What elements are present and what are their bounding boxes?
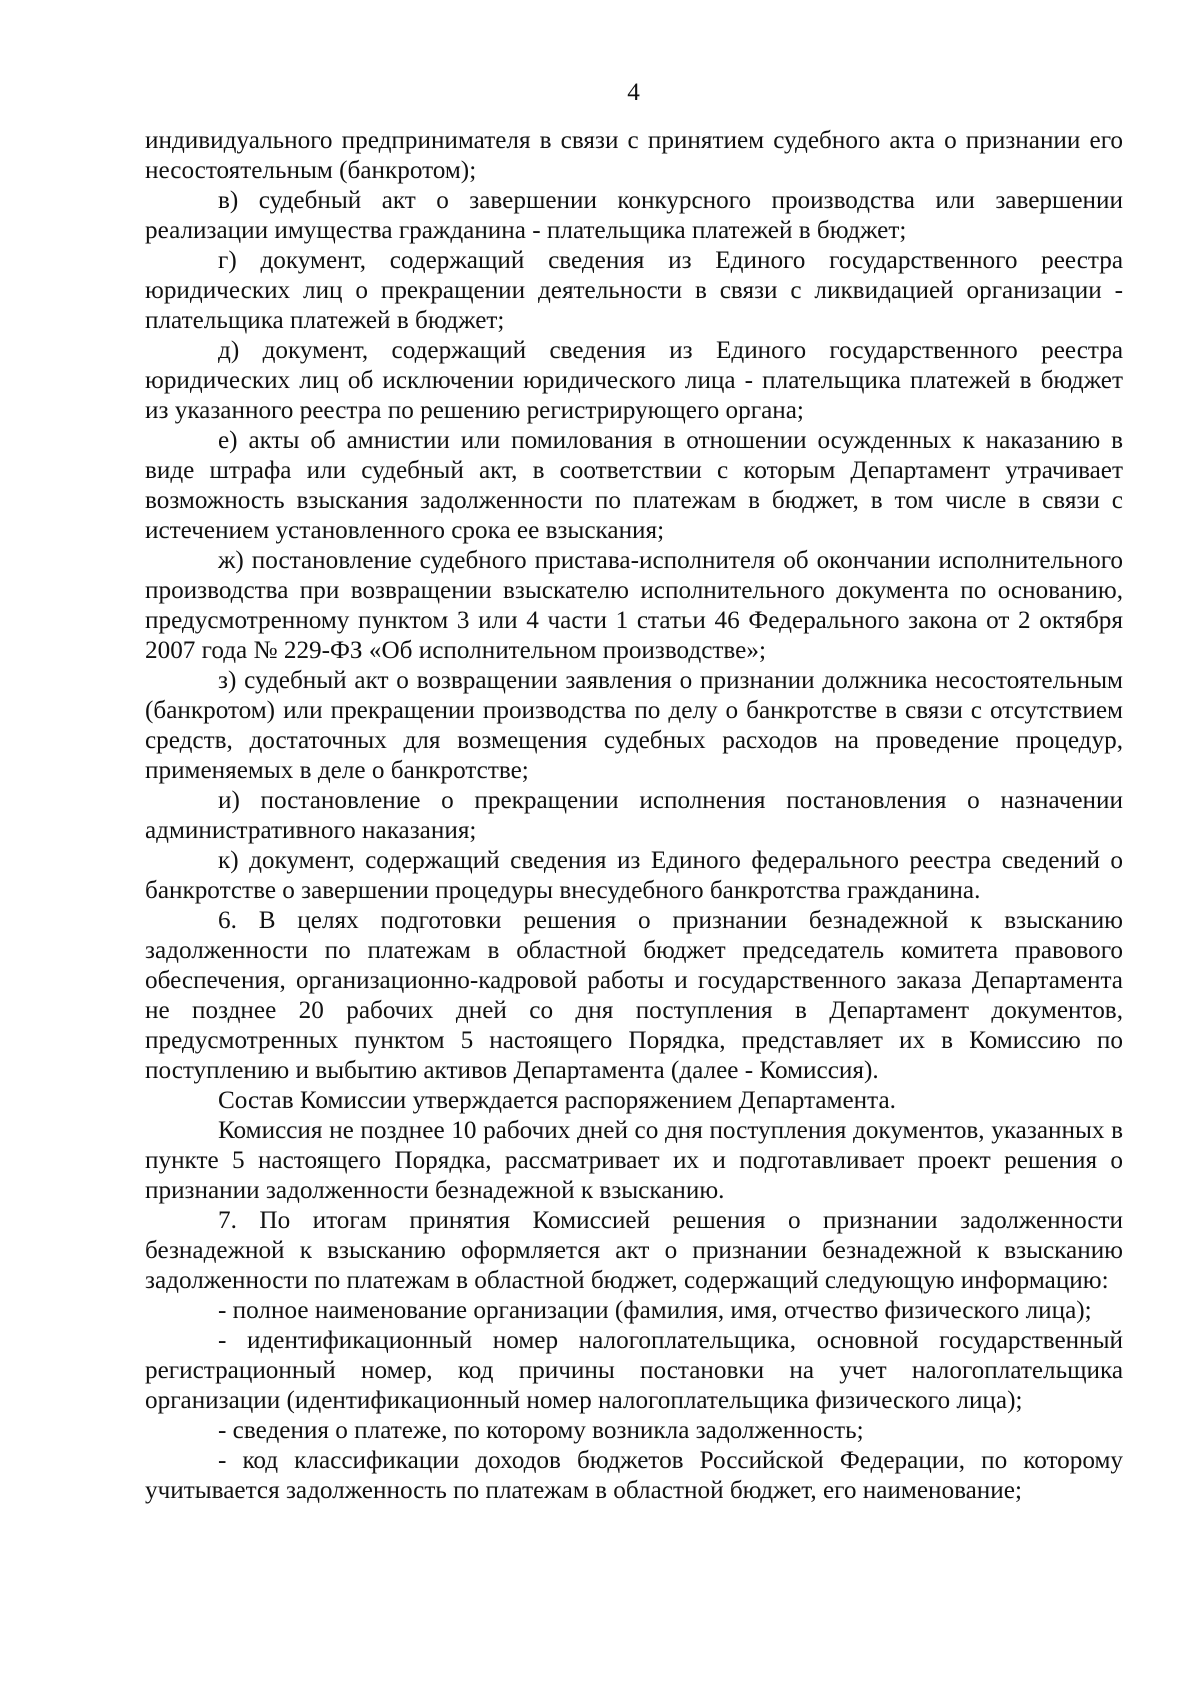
paragraph-section-6: 6. В целях подготовки решения о признании безнадежной к взысканию задолженности по платежам в областной бюджет председатель комитета правового обеспечения, организационно-кадровой работы и государственного заказа Департамента не позднее 20 рабочих дней со дня поступления в Департамент документов, предусмотренных пунктом 5 настоящего Порядка, представляет их в Комиссию по поступлению и выбытию активов Департамента (далее - Комиссия). [145, 907, 1123, 1084]
list-item-payment-info: - сведения о платеже, по которому возникла задолженность; [218, 1417, 864, 1444]
paragraph-item-i: и) постановление о прекращении исполнения постановления о назначении административного наказания; [145, 787, 1123, 844]
paragraph-continuation: индивидуального предпринимателя в связи с принятием судебного акта о признании его несостоятельным (банкротом); [145, 127, 1123, 184]
paragraph-item-g: г) документ, содержащий сведения из Единого государственного реестра юридических лиц о прекращении деятельности в связи с ликвидацией организации - плательщика платежей в бюджет; [145, 247, 1123, 334]
list-item-income-code: - код классификации доходов бюджетов Российской Федерации, по которому учитывается задолженность по платежам в областной бюджет, его наименование; [145, 1447, 1123, 1504]
paragraph-section-7: 7. По итогам принятия Комиссией решения о признании задолженности безнадежной к взысканию оформляется акт о признании безнадежной к взысканию задолженности по платежам в областной бюджет, содержащий следующую информацию: [145, 1207, 1123, 1294]
paragraph-item-v: в) судебный акт о завершении конкурсного производства или завершении реализации имущества гражданина - плательщика платежей в бюджет; [145, 187, 1123, 244]
paragraph-commission-review: Комиссия не позднее 10 рабочих дней со дня поступления документов, указанных в пункте 5 настоящего Порядка, рассматривает их и подготавливает проект решения о признании задолженности безнадежной к взысканию. [145, 1117, 1123, 1204]
paragraph-item-d: д) документ, содержащий сведения из Единого государственного реестра юридических лиц об исключении юридического лица - плательщика платежей в бюджет из указанного реестра по решению регистрирующего органа; [145, 337, 1123, 424]
paragraph-item-zh: ж) постановление судебного пристава-исполнителя об окончании исполнительного производства при возвращении взыскателю исполнительного документа по основанию, предусмотренному пунктом 3 или 4 части 1 статьи 46 Федерального закона от 2 октября 2007 года № 229-ФЗ «Об исполнительном производстве»; [145, 547, 1123, 664]
paragraph-item-e: е) акты об амнистии или помилования в отношении осужденных к наказанию в виде штрафа или судебный акт, в соответствии с которым Департамент утрачивает возможность взыскания задолженности по платежам в бюджет, в том числе в связи с истечением установленного срока ее взыскания; [145, 427, 1123, 544]
paragraph-item-k: к) документ, содержащий сведения из Единого федерального реестра сведений о банкротстве о завершении процедуры внесудебного банкротства гражданина. [145, 847, 1123, 904]
list-item-full-name: - полное наименование организации (фамилия, имя, отчество физического лица); [218, 1297, 1092, 1324]
page-number: 4 [627, 79, 640, 106]
paragraph-commission-composition: Состав Комиссии утверждается распоряжением Департамента. [218, 1087, 896, 1114]
document-body [145, 126, 1123, 1506]
list-item-tax-id: - идентификационный номер налогоплательщика, основной государственный регистрационный номер, код причины постановки на учет налогоплательщика организации (идентификационный номер налогоплательщика физического лица); [145, 1327, 1123, 1414]
paragraph-item-z: з) судебный акт о возвращении заявления о признании должника несостоятельным (банкротом) или прекращении производства по делу о банкротстве в связи с отсутствием средств, достаточных для возмещения судебных расходов на проведение процедур, применяемых в деле о банкротстве; [145, 667, 1123, 784]
